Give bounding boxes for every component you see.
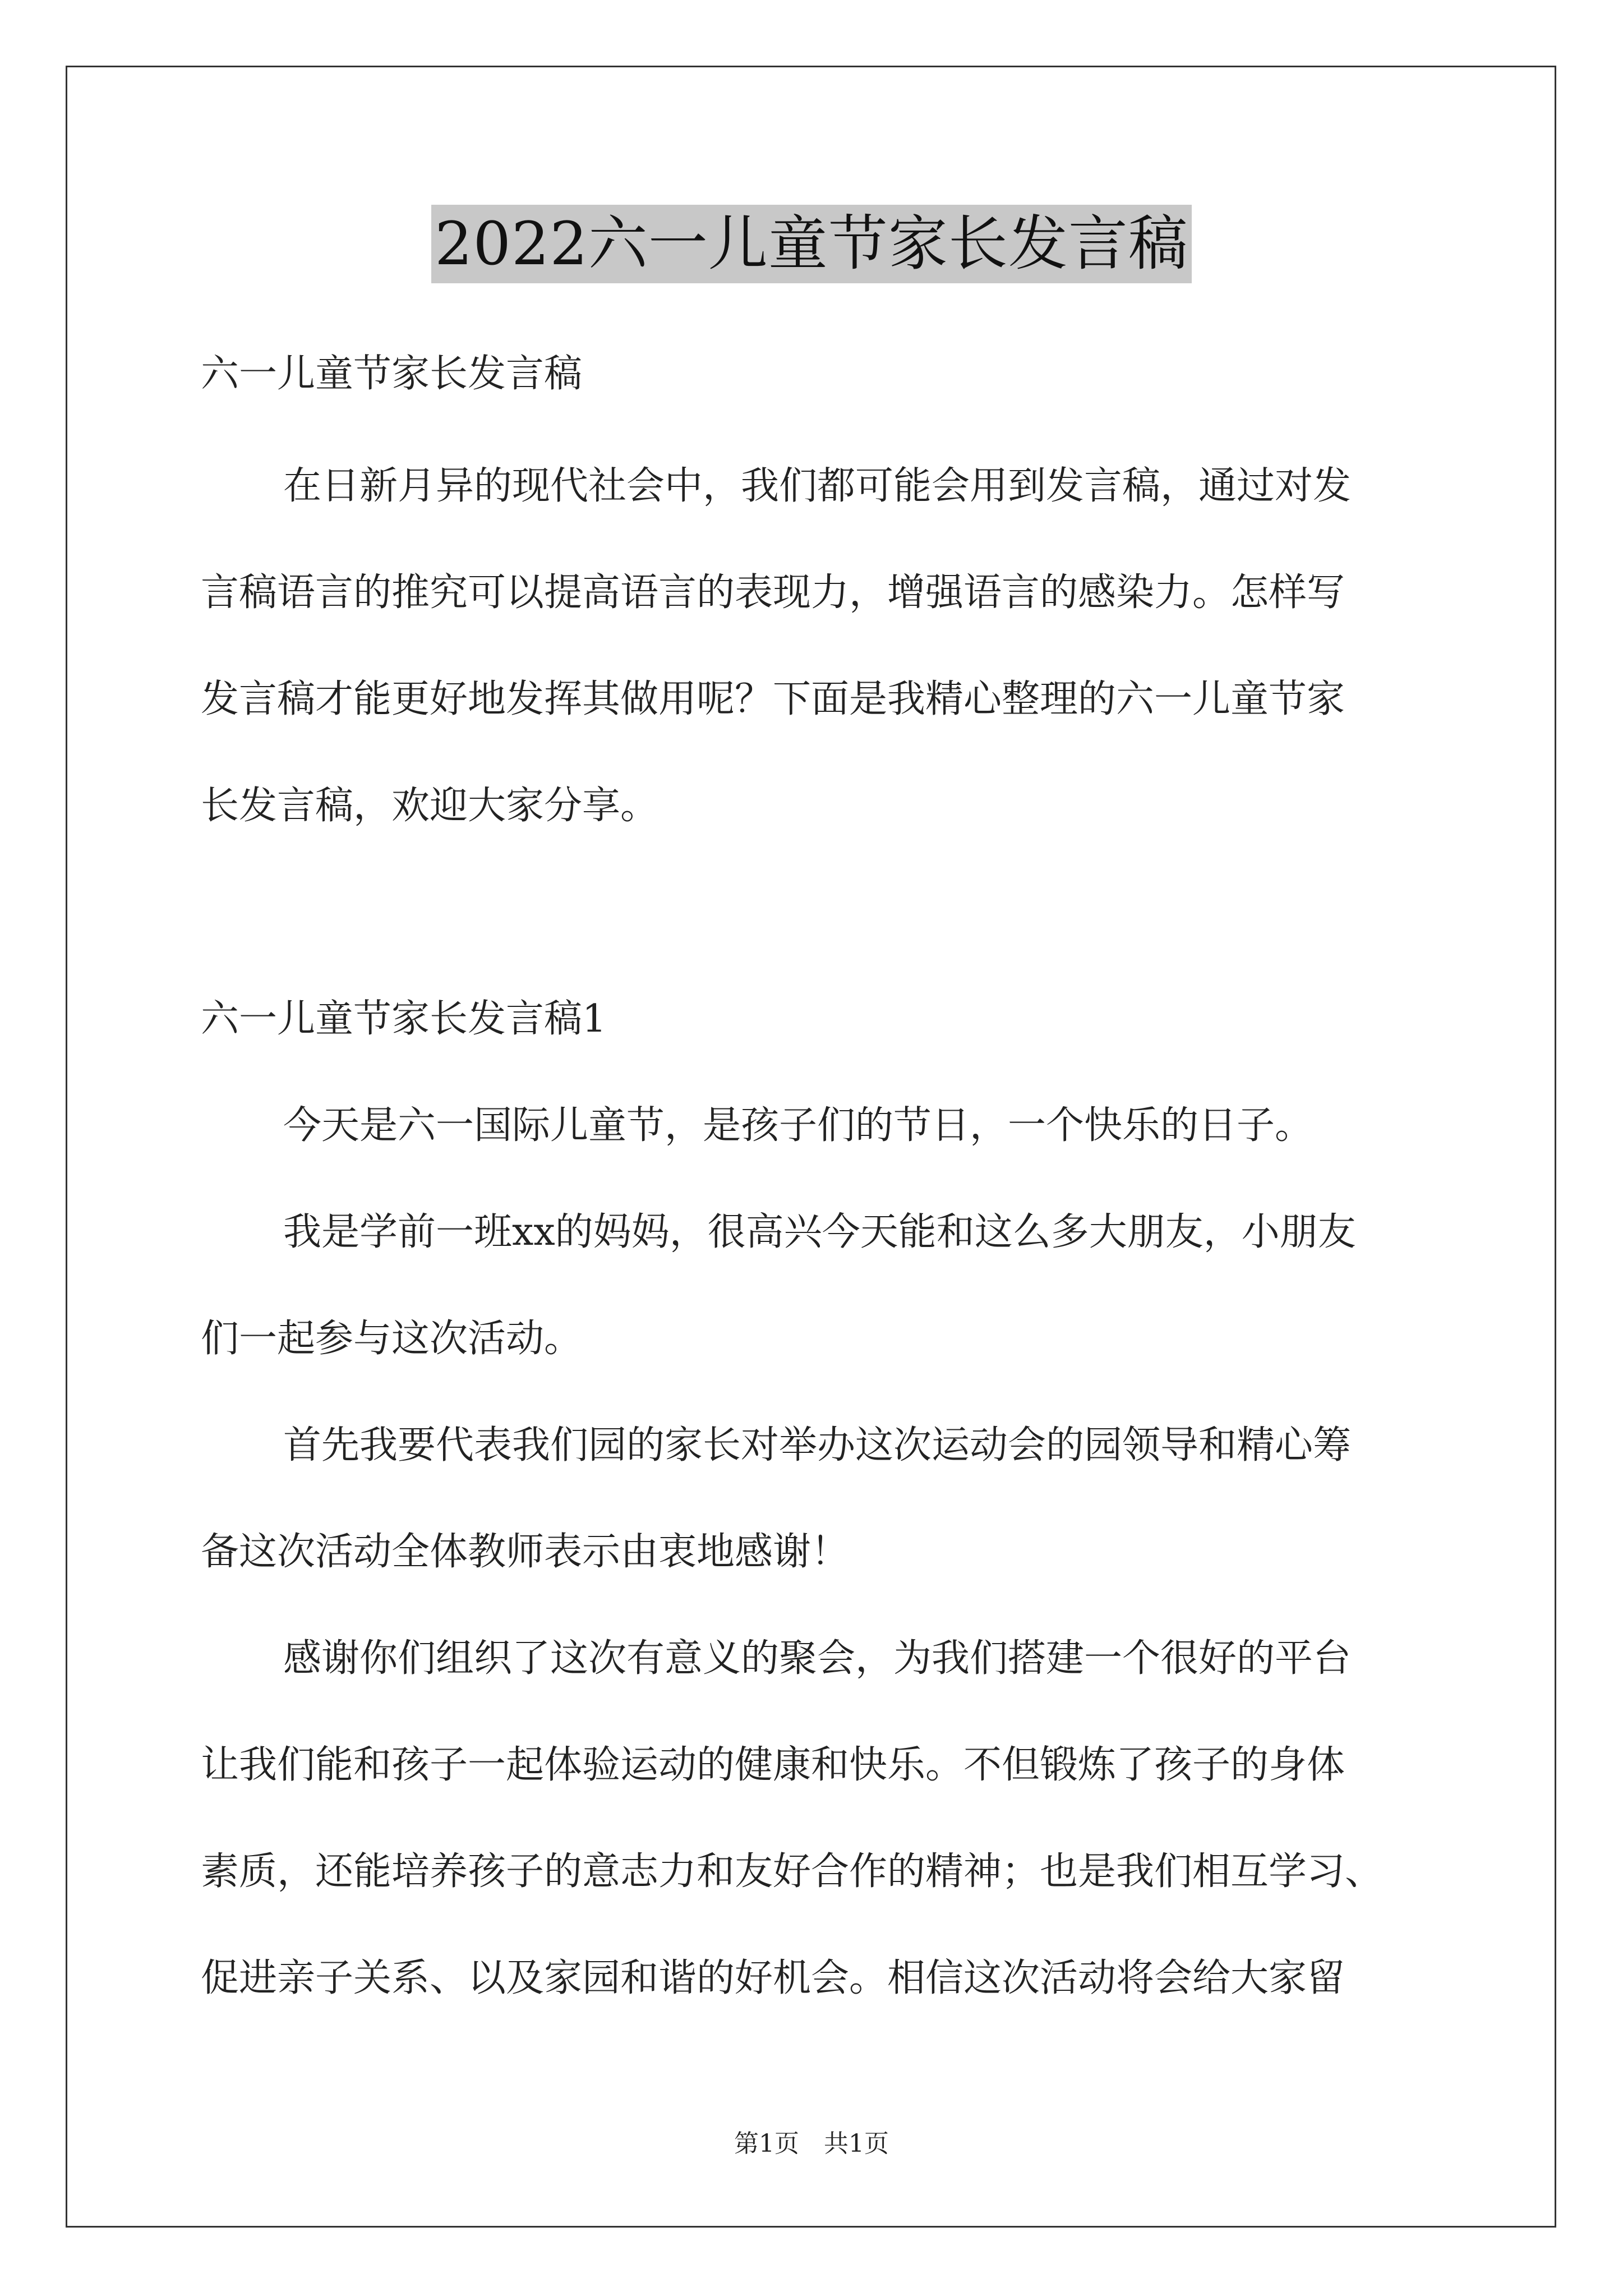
paragraph-line: 今天是六一国际儿童节，是孩子们的节日，一个快乐的日子。: [283, 1103, 1313, 1148]
paragraph-line: 长发言稿，欢迎大家分享。: [201, 784, 659, 828]
page-footer: 第1页 共1页: [734, 2129, 889, 2158]
paragraph-line: 首先我要代表我们园的家长对举办这次运动会的园领导和精心筹: [283, 1423, 1352, 1467]
section-heading: 六一儿童节家长发言稿: [201, 352, 583, 396]
paragraph-line: 我是学前一班xx的妈妈，很高兴今天能和这么多大朋友，小朋友: [283, 1210, 1356, 1254]
title-container: [0, 205, 1623, 283]
document-title: 2022六一儿童节家长发言稿: [431, 205, 1192, 283]
paragraph-line: 备这次活动全体教师表示由衷地感谢！: [201, 1530, 850, 1574]
paragraph-line: 发言稿才能更好地发挥其做用呢？下面是我精心整理的六一儿童节家: [201, 677, 1345, 721]
paragraph-line: 素质，还能培养孩子的意志力和友好合作的精神；也是我们相互学习、: [201, 1849, 1384, 1894]
paragraph-line: 言稿语言的推究可以提高语言的表现力，增强语言的感染力。怎样写: [201, 570, 1345, 615]
paragraph-line: 们一起参与这次活动。: [201, 1317, 583, 1361]
section-heading: 六一儿童节家长发言稿1: [201, 997, 607, 1041]
paragraph-line: 在日新月异的现代社会中，我们都可能会用到发言稿，通过对发: [283, 464, 1352, 508]
paragraph-line: 感谢你们组织了这次有意义的聚会，为我们搭建一个很好的平台: [283, 1636, 1352, 1681]
paragraph-line: 让我们能和孩子一起体验运动的健康和快乐。不但锻炼了孩子的身体: [201, 1743, 1345, 1787]
paragraph-line: 促进亲子关系、以及家园和谐的好机会。相信这次活动将会给大家留: [201, 1956, 1345, 2000]
